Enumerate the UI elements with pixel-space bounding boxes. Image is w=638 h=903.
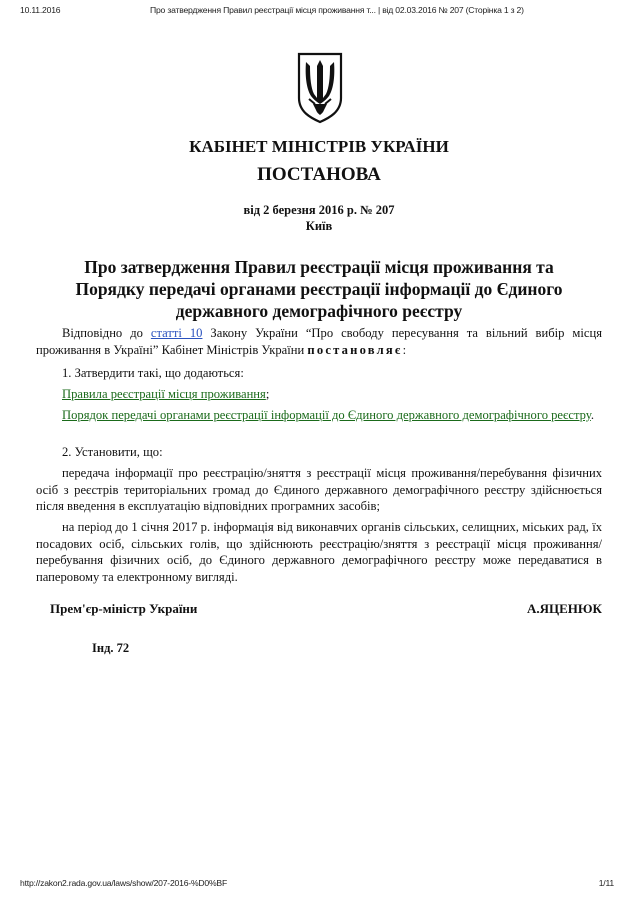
item-2-subparagraph-2: на період до 1 січня 2017 р. інформація від виконавчих органів сільських, селищних, міських рад, їх посадових осіб, сільських голів, що здійснюють реєстрацію/зняття з реєстрації місця проживання/перебування фізичних осіб, до Єдиного державного демографічного реєстру може передаватися в паперовому та електронному вигляді. xyxy=(36,520,602,584)
print-date: 10.11.2016 xyxy=(20,5,61,15)
print-url: http://zakon2.rada.gov.ua/laws/show/207-2016-%D0%BF xyxy=(20,878,227,888)
document-type-heading: ПОСТАНОВА xyxy=(257,164,381,185)
law-article-link[interactable]: статті 10 xyxy=(150,326,203,340)
document-title-line: державного демографічного реєстру xyxy=(175,301,463,321)
registration-rules-link[interactable]: Правила реєстрації місця проживання xyxy=(62,387,266,401)
preamble-text: Відповідно до xyxy=(62,326,151,340)
organization-heading: КАБІНЕТ МІНІСТРІВ УКРАЇНИ xyxy=(189,137,449,156)
punctuation: ; xyxy=(265,387,270,401)
coat-of-arms-icon xyxy=(297,52,343,124)
preamble-paragraph xyxy=(36,325,602,358)
transfer-procedure-link[interactable]: Порядок передачі органами реєстрації інформації до Єдиного державного демографічного реєстру xyxy=(62,408,591,422)
item-2-subparagraph-1: передача інформації про реєстрацію/зняття з реєстрації місця проживання/перебування фізичних осіб з реєстрів територіальних громад до Єдиного державного демографічного реєстру здійснюється після введення в експлуатацію відповідних програмних засобів; xyxy=(36,466,602,513)
item-2-paragraph: 2. Установити, що: xyxy=(62,445,163,459)
rules-paragraph xyxy=(36,386,602,403)
preamble-end: : xyxy=(402,342,407,357)
print-page-title: Про затвердження Правил реєстрації місця проживання т... | від 02.03.2016 № 207 (Сторінка 1 з 2) xyxy=(150,5,524,15)
document-city: Київ xyxy=(305,219,333,233)
punctuation: . xyxy=(590,408,595,422)
signatory-name: А.ЯЦЕНЮК xyxy=(527,601,602,616)
decree-word: постановляє xyxy=(307,342,403,357)
document-title-line: Порядку передачі органами реєстрації інформації до Єдиного xyxy=(75,279,563,299)
document-title xyxy=(0,256,638,322)
procedure-paragraph xyxy=(36,407,602,424)
signatory-title: Прем'єр-міністр України xyxy=(50,601,198,616)
preamble-text-cont: Закону України “Про свободу пересування та вільний вибір місця проживання в Україні” Кабінет Міністрів України xyxy=(36,326,602,357)
document-index: Інд. 72 xyxy=(92,641,130,655)
item-1-paragraph: 1. Затвердити такі, що додаються: xyxy=(62,366,244,380)
print-page-number: 1/11 xyxy=(598,878,614,888)
document-title-line: Про затвердження Правил реєстрації місця проживання та xyxy=(84,257,554,277)
document-date: від 2 березня 2016 р. № 207 xyxy=(243,203,395,217)
